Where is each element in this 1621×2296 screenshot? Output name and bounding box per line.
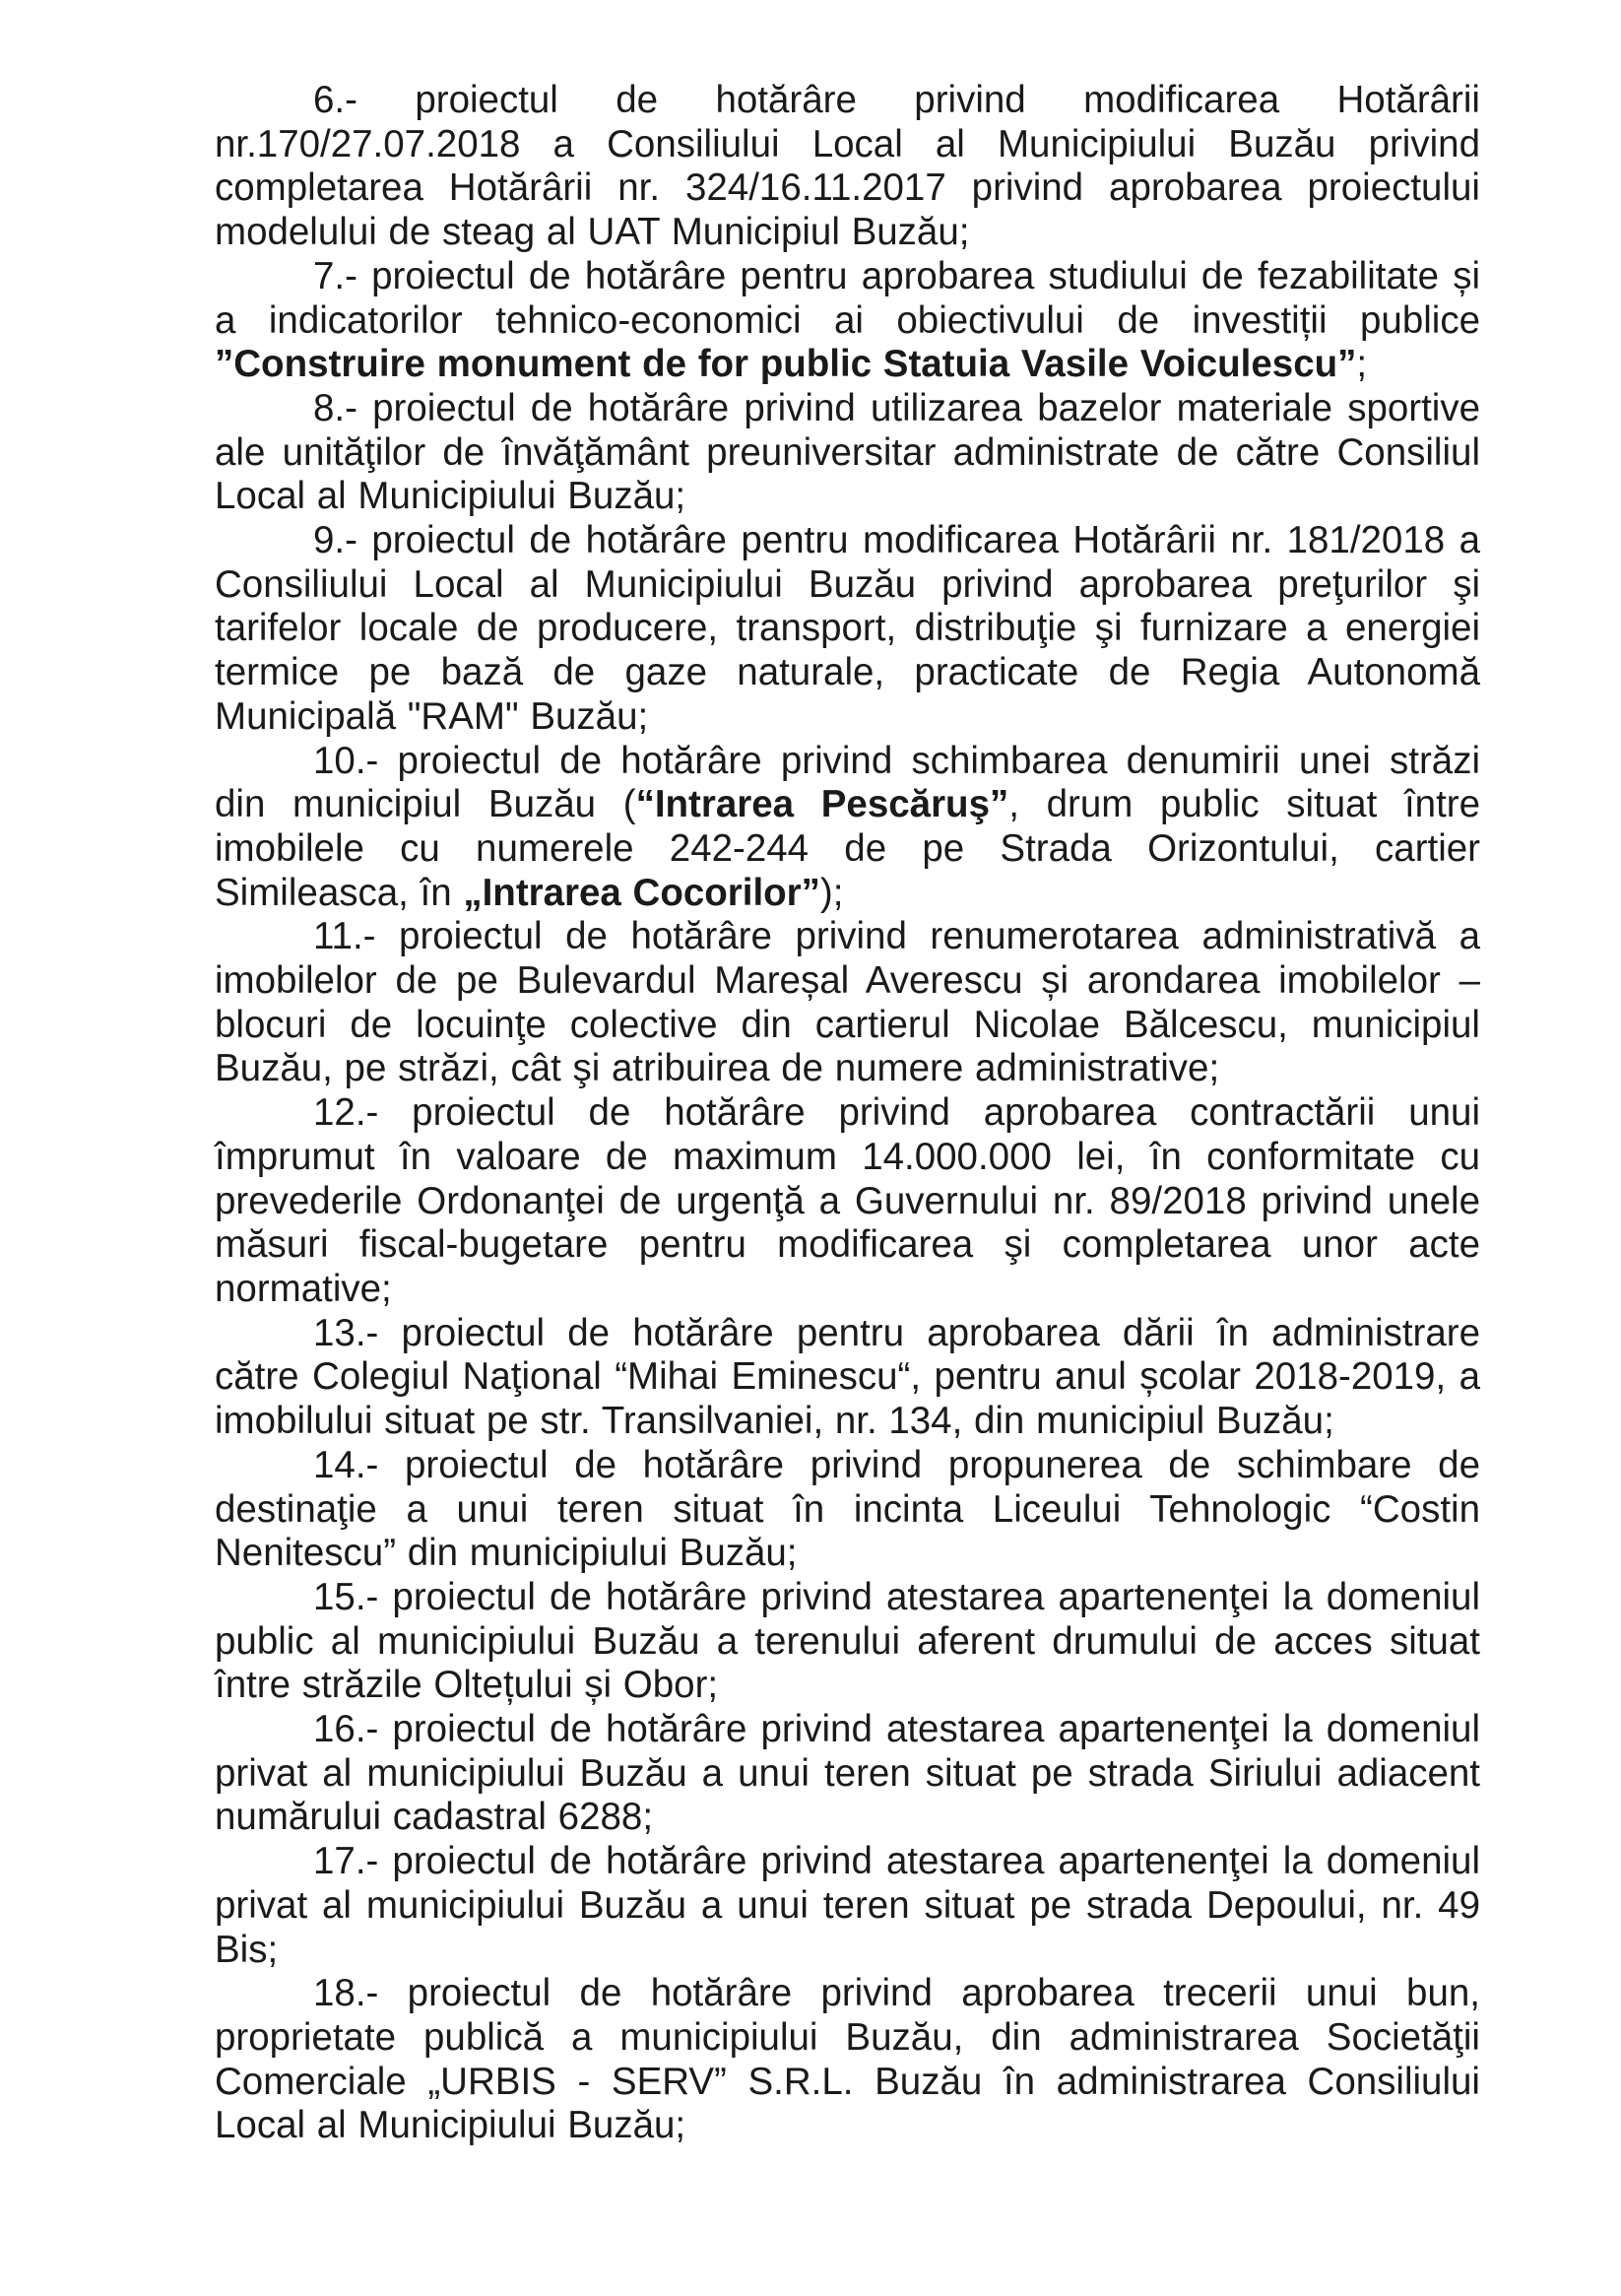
agenda-item-9: [215, 519, 1480, 740]
item-text: 18.- proiectul de hotărâre privind aprobarea trecerii unui bun, proprietate publică a municipiului Buzău, din administrarea Societăţii Comerciale „URBIS - SERV” S.R.L. Buzău în administrarea Consiliului Local al Municipiului Buzău;: [215, 1972, 1480, 2147]
agenda-item-17: [215, 1840, 1480, 1972]
item-new-street-name: „Intrarea Cocorilor”: [463, 871, 820, 914]
item-old-street-name: “Intrarea Pescăruş”: [635, 783, 1009, 826]
item-text: 6.- proiectul de hotărâre privind modificarea Hotărârii nr.170/27.07.2018 a Consiliului Local al Municipiului Buzău privind completarea Hotărârii nr. 324/16.11.2017 privind aprobarea proiectului modelului de steag al UAT Municipiul Buzău;: [215, 79, 1480, 254]
item-text: 9.- proiectul de hotărâre pentru modificarea Hotărârii nr. 181/2018 a Consiliului Local al Municipiului Buzău privind aprobarea preţurilor şi tarifelor locale de producere, transport, distribuţie şi furnizare a energiei termice pe bază de gaze naturale, practicate de Regia Autonomă Municipală "RAM" Buzău;: [215, 519, 1480, 738]
item-text: 10.- proiectul de hotărâre privind schimbarea denumirii unei străzi din municipiul Buzău (: [215, 739, 1480, 826]
item-text: 14.- proiectul de hotărâre privind propunerea de schimbare de destinaţie a unui teren situat în incinta Liceului Tehnologic “Costin Nenitescu” din municipiului Buzău;: [215, 1443, 1480, 1575]
item-text: 16.- proiectul de hotărâre privind atestarea apartenenţei la domeniul privat al municipiului Buzău a unui teren situat pe strada Siriului adiacent numărului cadastral 6288;: [215, 1708, 1480, 1839]
item-text: 7.- proiectul de hotărâre pentru aprobarea studiului de fezabilitate și a indicatorilor tehnico-economici ai obiectivului de investiții publice: [215, 254, 1480, 342]
agenda-item-14: [215, 1444, 1480, 1576]
agenda-item-18: [215, 1972, 1480, 2148]
agenda-item-11: [215, 915, 1480, 1091]
item-text: ;: [1356, 343, 1368, 386]
agenda-item-15: [215, 1576, 1480, 1708]
agenda-item-12: [215, 1091, 1480, 1312]
item-text: 15.- proiectul de hotărâre privind atestarea apartenenţei la domeniul public al municipiului Buzău a terenului aferent drumului de acces situat între străzile Oltețului și Obor;: [215, 1575, 1480, 1707]
agenda-item-8: [215, 387, 1480, 519]
item-text: 12.- proiectul de hotărâre privind aprobarea contractării unui împrumut în valoare de maximum 14.000.000 lei, în conformitate cu prevederile Ordonanţei de urgenţă a Guvernului nr. 89/2018 privind unele măsuri fiscal-bugetare pentru modificarea şi completarea unor acte normative;: [215, 1091, 1480, 1310]
item-text: 11.- proiectul de hotărâre privind renumerotarea administrativă a imobilelor de pe Bulevardul Mareșal Averescu și arondarea imobilelor – blocuri de locuinţe colective din cartierul Nicolae Bălcescu, municipiul Buzău, pe străzi, cât şi atribuirea de numere administrative;: [215, 915, 1480, 1090]
agenda-item-7: [215, 255, 1480, 387]
agenda-item-6: [215, 79, 1480, 255]
agenda-item-10: [215, 740, 1480, 916]
item-text: , drum public situat între imobilele cu numerele 242-244 de pe Strada Orizontului, cartier Simileasca, în: [215, 783, 1480, 914]
document-page: [215, 79, 1480, 2148]
agenda-item-16: [215, 1708, 1480, 1840]
item-text: 13.- proiectul de hotărâre pentru aprobarea dării în administrare către Colegiul Naţional “Mihai Eminescu“, pentru anul școlar 2018-2019, a imobilului situat pe str. Transilvaniei, nr. 134, din municipiul Buzău;: [215, 1311, 1480, 1443]
item-title-bold: ”Construire monument de for public Statuia Vasile Voiculescu”: [215, 343, 1357, 386]
item-text: 17.- proiectul de hotărâre privind atestarea apartenenţei la domeniul privat al municipiului Buzău a unui teren situat pe strada Depoului, nr. 49 Bis;: [215, 1840, 1480, 1971]
agenda-item-13: [215, 1312, 1480, 1444]
item-text: 8.- proiectul de hotărâre privind utilizarea bazelor materiale sportive ale unităţilor de învăţământ preuniversitar administrate de către Consiliul Local al Municipiului Buzău;: [215, 386, 1480, 518]
item-text: );: [819, 871, 844, 914]
